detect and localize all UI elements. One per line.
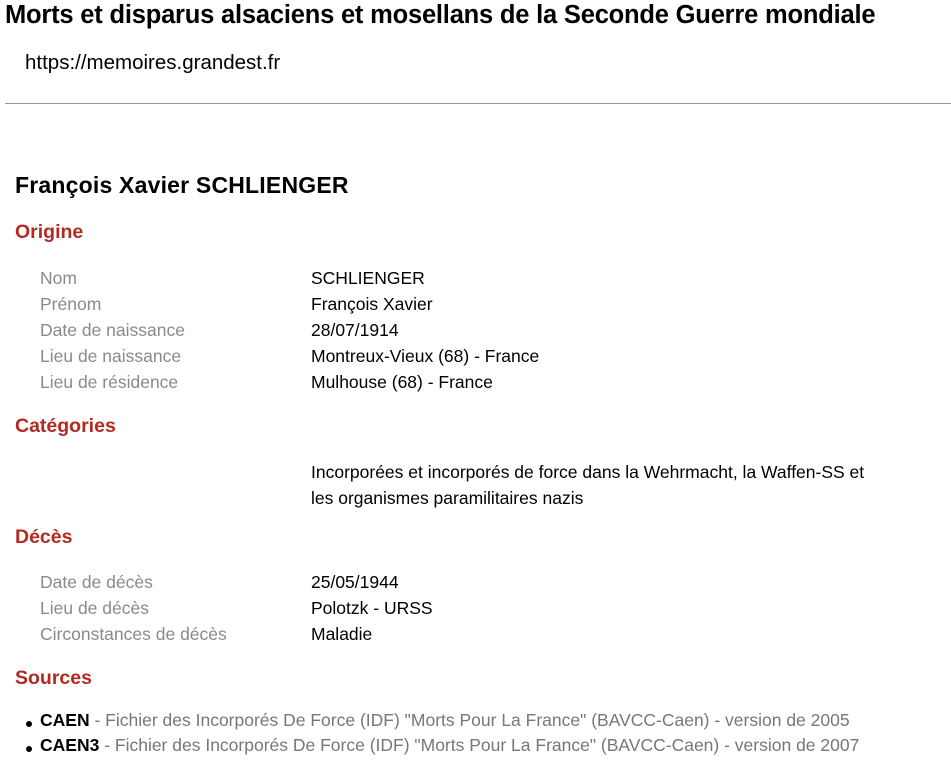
source-code: CAEN3 [40,735,100,755]
field-row-date-deces [0,569,951,595]
field-label: Nom [40,268,77,288]
field-value: François Xavier [311,294,433,314]
section-title-sources: Sources [15,667,92,689]
field-label: Lieu de résidence [40,372,179,392]
field-value: Maladie [311,624,373,644]
section-title-origine: Origine [15,221,84,243]
sources-list [0,708,859,758]
field-value: Montreux-Vieux (68) - France [311,346,540,366]
bullet-icon [26,721,32,727]
site-title: Morts et disparus alsaciens et mosellans de la Seconde Guerre mondiale [5,1,876,29]
field-row-nom [0,265,951,291]
field-row-lieu-naissance [0,343,951,369]
source-code: CAEN [40,710,90,730]
field-value: Polotzk - URSS [311,598,433,618]
field-label: Circonstances de décès [40,624,227,644]
field-value: 28/07/1914 [311,320,399,340]
field-label: Lieu de naissance [40,346,182,366]
field-value: Mulhouse (68) - France [311,372,493,392]
field-label: Prénom [40,294,102,314]
source-item [0,733,859,758]
field-value: SCHLIENGER [311,268,425,288]
source-item [0,708,859,733]
bullet-icon [26,746,32,752]
section-title-categories: Catégories [15,415,116,437]
source-description: - Fichier des Incorporés De Force (IDF) "Morts Pour La France" (BAVCC-Caen) - version de 2005 [89,710,850,730]
section-title-deces: Décès [15,526,73,548]
field-row-prenom [0,291,951,317]
field-label: Date de naissance [40,320,185,340]
field-label: Lieu de décès [40,598,149,618]
source-description: - Fichier des Incorporés De Force (IDF) "Morts Pour La France" (BAVCC-Caen) - version de 2007 [99,735,860,755]
header-divider [5,103,951,104]
person-name: François Xavier SCHLIENGER [15,172,349,198]
field-label: Date de décès [40,572,153,592]
field-row-lieu-deces [0,595,951,621]
field-row-lieu-residence [0,369,951,395]
field-row-date-naissance [0,317,951,343]
category-value: Incorporées et incorporés de force dans la Wehrmacht, la Waffen-SS et les organismes paramilitaires nazis [311,462,865,508]
field-row-circonstances-deces [0,621,951,647]
field-value: 25/05/1944 [311,572,399,592]
site-url[interactable]: https://memoires.grandest.fr [25,51,281,74]
